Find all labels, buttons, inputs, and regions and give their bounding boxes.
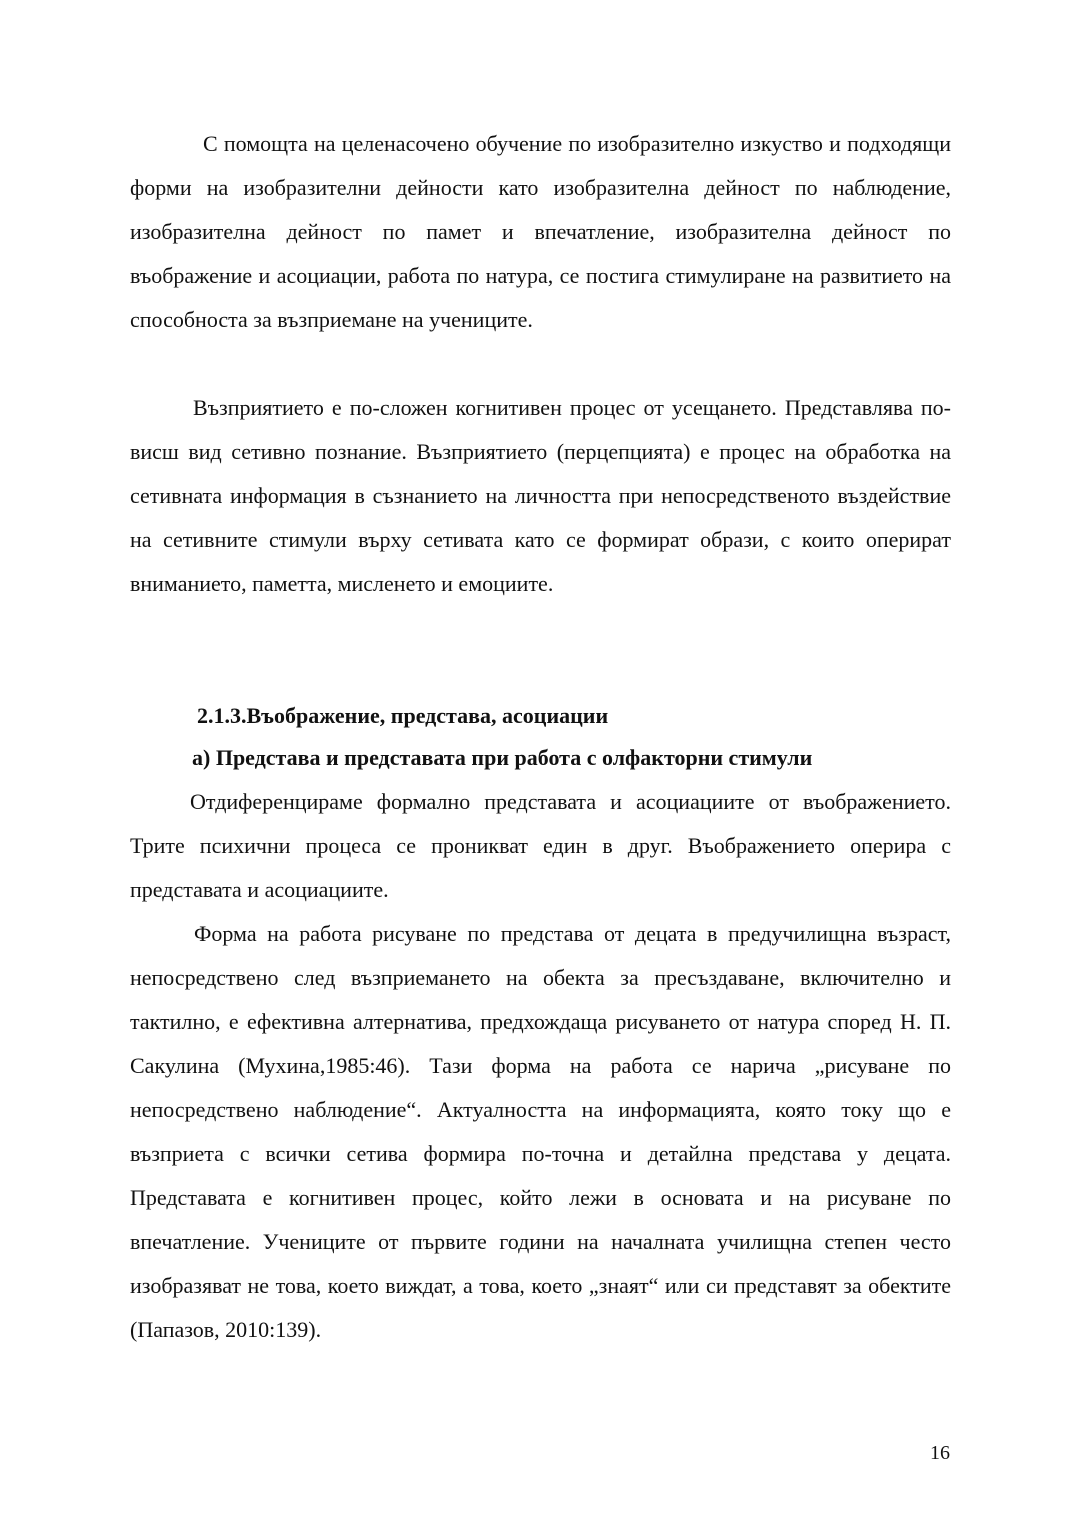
page-number: 16 [930, 1442, 950, 1464]
paragraph-text: Отдиференцираме формално представата и асоциациите от въображението. Трите психични процеса се проникват един в друг. Въображението оперира с представата и асоциациите. [130, 789, 951, 902]
paragraph-text: Форма на работа рисуване по представа от децата в предучилищна възраст, непосредствено след възприемането на обекта за пресъздаване, включително и тактилно, е ефективна алтернатива, предхождаща рисуването от натура според Н. П. Сакулина (Мухина,1985:46). Тази форма на работа се нарича „рисуване по непосредствено наблюдение“. Актуалността на информацията, която току що е възприета с всички сетива формира по-точна и детайлна представа у децата. Представата е когнитивен процес, който лежи в основата и на рисуване по впечатление. Учениците от първите години на началната училищна степен често изобразяват не това, което виждат, а това, което „знаят“ или си представят за обектите (Папазов, 2010:139). [130, 921, 951, 1342]
paragraph-imagination [130, 780, 951, 912]
paragraph-visual-arts-training [130, 122, 951, 342]
paragraph-drawing-by-representation [130, 912, 951, 1352]
section-heading: 2.1.3.Въображение, представа, асоциации [197, 703, 609, 728]
paragraph-text: С помощта на целенасочено обучение по изобразително изкуство и подходящи форми на изобразителни дейности като изобразителна дейност по наблюдение, изобразителна дейност по памет и впечатление, изобразителна дейност по въображение и асоциации, работа по натура, се постига стимулиране на развитието на способноста за възприемане на учениците. [130, 131, 951, 332]
paragraph-text: Възприятието е по-сложен когнитивен процес от усещането. Представлява по-висш вид сетивно познание. Възприятието (перцепцията) е процес на обработка на сетивната информация в съзнанието на личността при непосредственото въздействие на сетивните стимули върху сетивата като се формират образи, с които оперират вниманието, паметта, мисленето и емоциите. [130, 395, 951, 596]
paragraph-perception [130, 386, 951, 606]
subsection-heading: а) Представа и представата при работа с олфакторни стимули [192, 745, 813, 770]
